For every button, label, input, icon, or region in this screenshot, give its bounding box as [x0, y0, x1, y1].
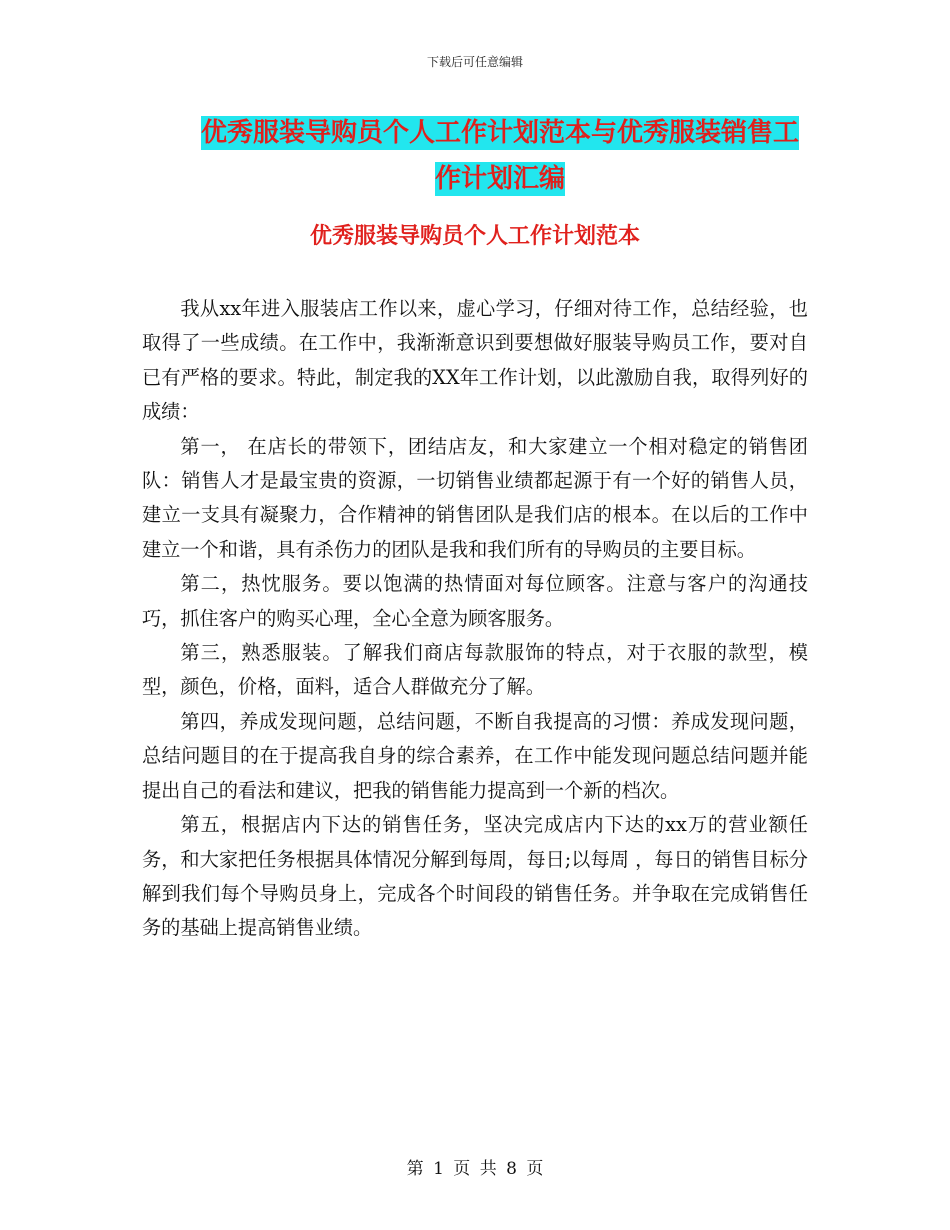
header-note: 下载后可任意编辑 — [426, 55, 523, 69]
paragraph-fifth: 第五，根据店内下达的销售任务，坚决完成店内下达的xx万的营业额任务，和大家把任务根据具体情况分解到每周，每日;以每周 ，每日的销售目标分解到我们每个导购员身上，完成各个时间段的销售任务。并争取在完成销售任务的基础上提高销售业绩。 — [142, 813, 808, 940]
paragraph-third: 第三，熟悉服装。了解我们商店每款服饰的特点，对于衣服的款型，模型，颜色，价格，面料，适合人群做充分了解。 — [142, 641, 808, 699]
paragraph-second: 第二，热忱服务。要以饱满的热情面对每位顾客。注意与客户的沟通技巧，抓住客户的购买心理，全心全意为顾客服务。 — [142, 572, 808, 630]
document-body — [142, 292, 808, 946]
document-title — [150, 110, 850, 202]
paragraph-intro: 我从xx年进入服装店工作以来，虚心学习，仔细对待工作，总结经验，也取得了一些成绩。在工作中，我渐渐意识到要想做好服装导购员工作，要对自已有严格的要求。特此，制定我的XX年工作计划，以此激励自我，取得列好的成绩： — [142, 297, 808, 424]
paragraph-first: 第一， 在店长的带领下，团结店友，和大家建立一个相对稳定的销售团队：销售人才是最宝贵的资源，一切销售业绩都起源于有一个好的销售人员，建立一支具有凝聚力，合作精神的销售团队是我们店的根本。在以后的工作中建立一个和谐，具有杀伤力的团队是我和我们所有的导购员的主要目标。 — [142, 434, 808, 561]
title-line-1: 优秀服装导购员个人工作计划范本与优秀服装销售工 — [200, 118, 799, 148]
paragraph-fourth: 第四，养成发现问题，总结问题，不断自我提高的习惯：养成发现问题，总结问题目的在于提高我自身的综合素养，在工作中能发现问题总结问题并能提出自己的看法和建议，把我的销售能力提高到一个新的档次。 — [142, 709, 808, 802]
section-title: 优秀服装导购员个人工作计划范本 — [309, 224, 640, 249]
title-line-2: 作计划汇编 — [434, 164, 565, 194]
page-number-footer: 第 1 页 共 8 页 — [406, 1159, 544, 1179]
